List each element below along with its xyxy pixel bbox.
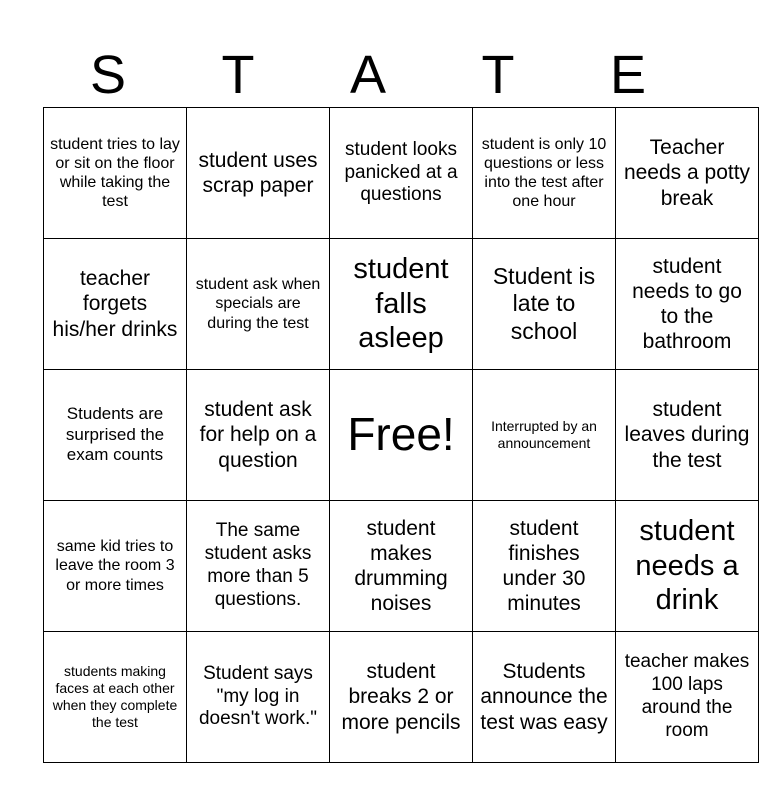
bingo-cell-r5c1: students making faces at each other when they complete the test xyxy=(44,632,187,763)
board-row-2 xyxy=(44,239,759,370)
board-row-5 xyxy=(44,632,759,763)
header-letter-s: S xyxy=(89,45,127,105)
bingo-cell-r5c4: Students announce the test was easy xyxy=(473,632,616,763)
bingo-cell-r3c2: student ask for help on a question xyxy=(187,370,330,501)
bingo-cell-r1c2: student uses scrap paper xyxy=(187,108,330,239)
bingo-cell-r4c5: student needs a drink xyxy=(616,501,759,632)
bingo-header xyxy=(43,42,693,108)
bingo-cell-r2c5: student needs to go to the bathroom xyxy=(616,239,759,370)
bingo-cell-r4c3: student makes drumming noises xyxy=(330,501,473,632)
header-letter-t: T xyxy=(221,45,255,105)
header-letter-a: A xyxy=(349,45,387,105)
bingo-cell-r2c2: student ask when specials are during the test xyxy=(187,239,330,370)
bingo-cell-r3c1: Students are surprised the exam counts xyxy=(44,370,187,501)
board-row-3 xyxy=(44,370,759,501)
bingo-cell-r1c3: student looks panicked at a questions xyxy=(330,108,473,239)
free-space: Free! xyxy=(330,370,473,501)
bingo-cell-r4c2: The same student asks more than 5 questions. xyxy=(187,501,330,632)
bingo-cell-r5c3: student breaks 2 or more pencils xyxy=(330,632,473,763)
board-row-4 xyxy=(44,501,759,632)
bingo-cell-r3c5: student leaves during the test xyxy=(616,370,759,501)
bingo-board xyxy=(43,107,759,763)
header-letter-e: E xyxy=(609,45,647,105)
bingo-cell-r2c4: Student is late to school xyxy=(473,239,616,370)
bingo-cell-r4c1: same kid tries to leave the room 3 or more times xyxy=(44,501,187,632)
bingo-cell-r3c4: Interrupted by an announcement xyxy=(473,370,616,501)
bingo-cell-r2c3: student falls asleep xyxy=(330,239,473,370)
bingo-cell-r1c1: student tries to lay or sit on the floor while taking the test xyxy=(44,108,187,239)
bingo-cell-r1c5: Teacher needs a potty break xyxy=(616,108,759,239)
bingo-cell-r5c5: teacher makes 100 laps around the room xyxy=(616,632,759,763)
bingo-cell-r1c4: student is only 10 questions or less into the test after one hour xyxy=(473,108,616,239)
bingo-cell-r2c1: teacher forgets his/her drinks xyxy=(44,239,187,370)
bingo-cell-r5c2: Student says "my log in doesn't work." xyxy=(187,632,330,763)
header-letter-t-2: T xyxy=(481,45,515,105)
bingo-cell-r4c4: student finishes under 30 minutes xyxy=(473,501,616,632)
board-row-1 xyxy=(44,108,759,239)
